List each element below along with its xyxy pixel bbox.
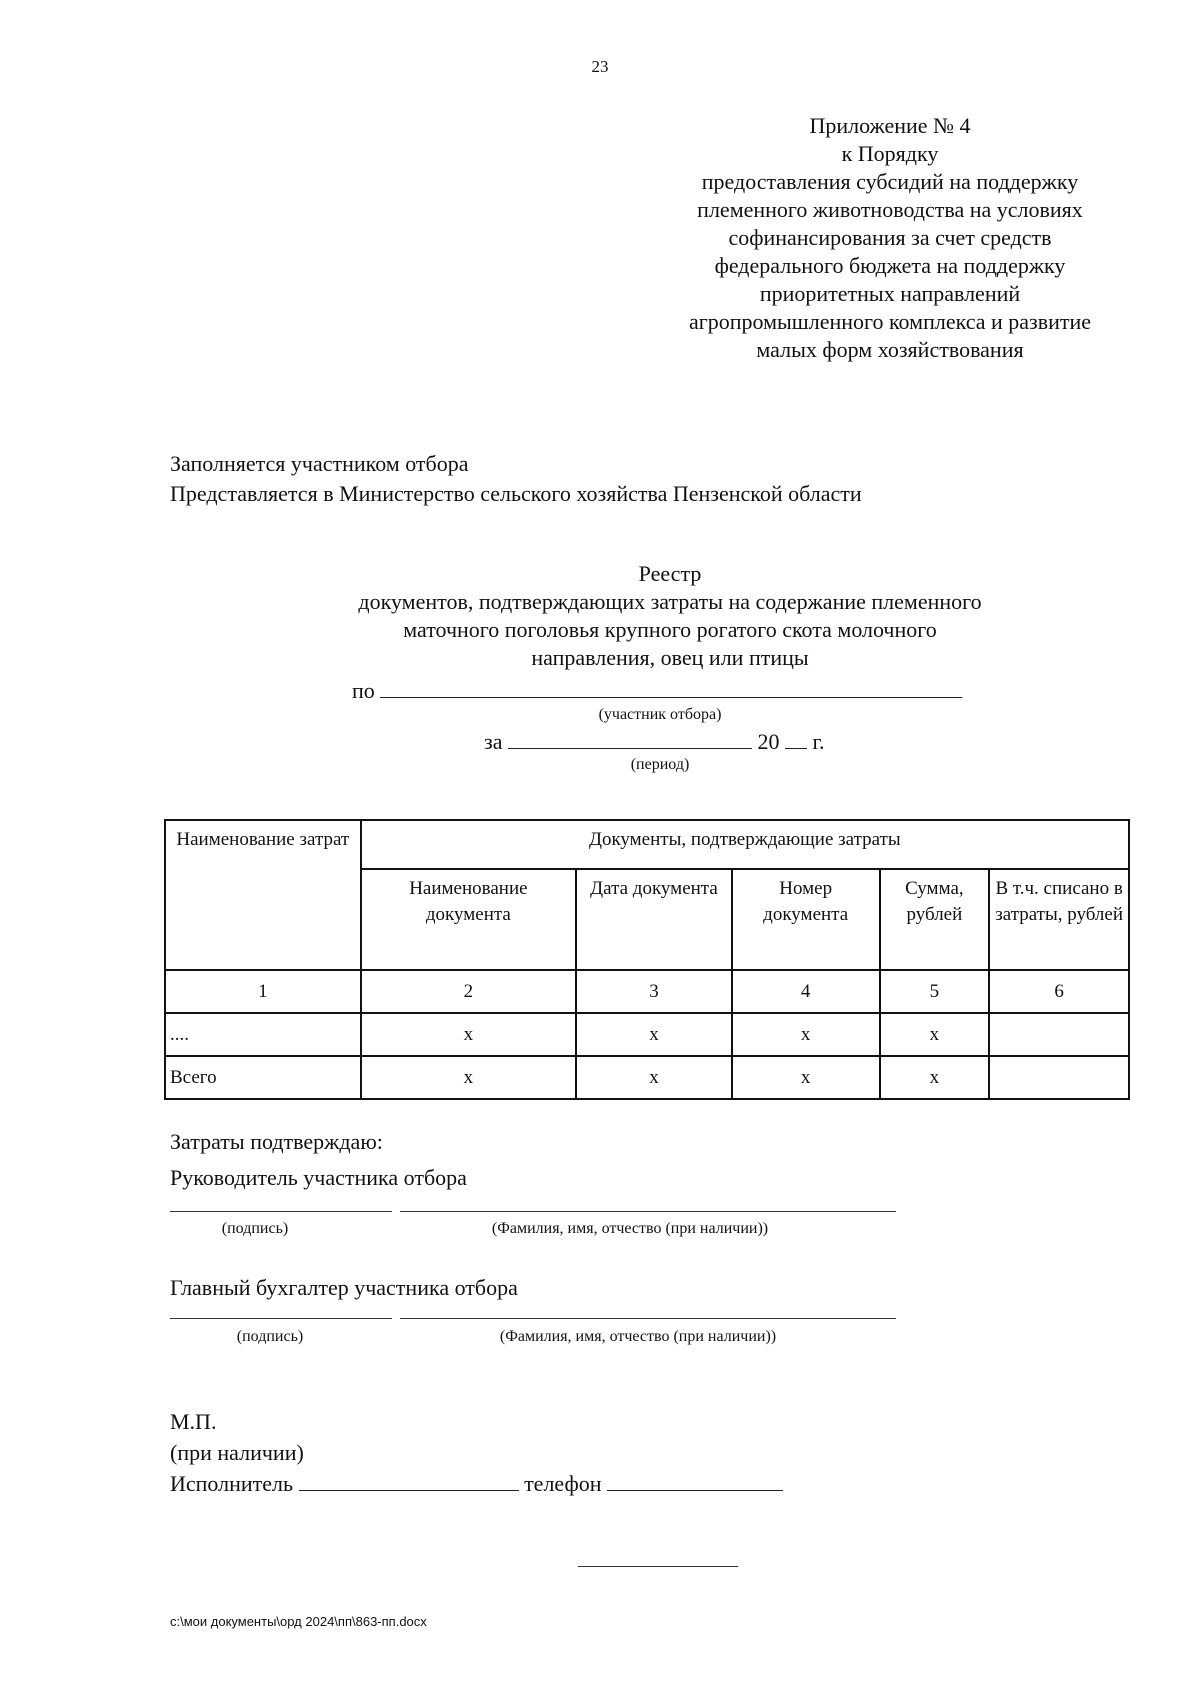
accountant-signature-line[interactable] — [170, 1318, 392, 1319]
phone-label: телефон — [524, 1471, 602, 1496]
head-label: Руководитель участника отбора — [170, 1165, 467, 1190]
table-cell: x — [732, 1056, 880, 1099]
registry-title — [270, 560, 1070, 672]
po-label: по — [352, 678, 375, 703]
executor-label: Исполнитель — [170, 1471, 294, 1496]
participant-field[interactable] — [380, 677, 962, 698]
title-line: Реестр — [638, 561, 702, 586]
za-label: за — [484, 729, 503, 754]
table-cell[interactable] — [989, 1013, 1129, 1056]
page-number: 23 — [591, 57, 609, 76]
participant-caption: (участник отбора) — [598, 706, 722, 723]
appendix-line: предоставления субсидий на поддержку — [701, 169, 1079, 194]
head-sign-caption: (подпись) — [221, 1220, 289, 1237]
table-cell: x — [880, 1056, 990, 1099]
footer-divider — [578, 1566, 738, 1567]
appendix-line: приоритетных направлений — [759, 281, 1021, 306]
intro-block — [170, 449, 862, 509]
column-number: 5 — [880, 970, 990, 1013]
filled-by-text: Заполняется участником отбора — [170, 451, 469, 476]
col-header-written-off: В т.ч. списано в затраты, рублей — [989, 869, 1129, 970]
period-caption: (период) — [630, 756, 690, 773]
column-number-row — [165, 970, 1129, 1013]
accountant-label: Главный бухгалтер участника отбора — [170, 1275, 518, 1300]
appendix-line: малых форм хозяйствования — [756, 337, 1024, 362]
col-header-doc-name: Наименование документа — [361, 869, 577, 970]
appendix-line: племенного животноводства на условиях — [697, 197, 1083, 222]
confirm-text: Затраты подтверждаю: — [170, 1129, 383, 1154]
head-fio-line[interactable] — [400, 1211, 896, 1212]
column-number: 2 — [361, 970, 577, 1013]
year-suffix: г. — [812, 729, 825, 754]
table-header-row — [165, 820, 1129, 869]
table-row — [165, 1013, 1129, 1056]
table-cell: x — [361, 1056, 577, 1099]
appendix-line: агропромышленного комплекса и развитие — [688, 309, 1092, 334]
title-line: документов, подтверждающих затраты на содержание племенного — [358, 589, 982, 614]
table-cell[interactable] — [989, 1056, 1129, 1099]
appendix-line: к Порядку — [841, 141, 939, 166]
column-number: 4 — [732, 970, 880, 1013]
column-number: 3 — [576, 970, 732, 1013]
participant-row — [352, 677, 962, 704]
appendix-line: федерального бюджета на поддержку — [714, 253, 1066, 278]
col-header-amount: Сумма, рублей — [880, 869, 990, 970]
title-line: направления, овец или птицы — [531, 645, 809, 670]
table-row-total — [165, 1056, 1129, 1099]
table-cell: x — [880, 1013, 990, 1056]
title-line: маточного поголовья крупного рогатого скота молочного — [403, 617, 937, 642]
executor-field[interactable] — [299, 1470, 519, 1491]
accountant-fio-line[interactable] — [400, 1318, 896, 1319]
row-label: Всего — [165, 1056, 361, 1099]
table-cell: x — [732, 1013, 880, 1056]
row-label: .... — [165, 1013, 361, 1056]
file-path: c:\мои документы\орд 2024\пп\863-пп.docx — [170, 1614, 427, 1629]
col-header-doc-date: Дата документа — [576, 869, 732, 970]
stamp-label: М.П. — [170, 1409, 217, 1434]
table-cell: x — [361, 1013, 577, 1056]
appendix-line: софинансирования за счет средств — [728, 225, 1052, 250]
accountant-sign-caption: (подпись) — [236, 1328, 304, 1345]
year-prefix: 20 — [757, 729, 780, 754]
submitted-to-text: Представляется в Министерство сельского хозяйства Пензенской области — [170, 481, 862, 506]
column-number: 6 — [989, 970, 1129, 1013]
table-cell: x — [576, 1056, 732, 1099]
period-field[interactable] — [508, 728, 752, 749]
period-row — [484, 728, 825, 755]
executor-row — [170, 1468, 783, 1499]
appendix-line: Приложение № 4 — [809, 113, 971, 138]
head-signature-line[interactable] — [170, 1211, 392, 1212]
stamp-block — [170, 1406, 783, 1499]
expenses-table — [164, 819, 1130, 1100]
group-header-documents: Документы, подтверждающие затраты — [361, 820, 1129, 869]
table-cell: x — [576, 1013, 732, 1056]
year-field[interactable] — [785, 728, 807, 749]
column-number: 1 — [165, 970, 361, 1013]
col-header-expense-name: Наименование затрат — [165, 820, 361, 970]
phone-field[interactable] — [607, 1470, 783, 1491]
accountant-fio-caption: (Фамилия, имя, отчество (при наличии)) — [499, 1328, 777, 1345]
appendix-heading — [640, 112, 1140, 364]
head-fio-caption: (Фамилия, имя, отчество (при наличии)) — [491, 1220, 769, 1237]
confirm-block — [170, 1124, 467, 1196]
stamp-note: (при наличии) — [170, 1440, 304, 1465]
col-header-doc-number: Номер документа — [732, 869, 880, 970]
